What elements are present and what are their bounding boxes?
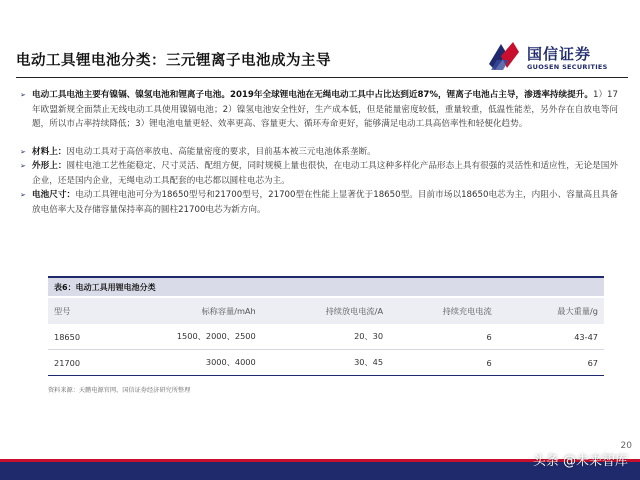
table-cell: 20、30 — [262, 324, 389, 350]
table-cell: 67 — [498, 350, 604, 376]
paragraph-material — [20, 145, 618, 160]
paragraph-size — [20, 188, 618, 217]
logo-name-cn: 国信证券 — [527, 45, 592, 63]
column-header-max-weight: 最大重量/g — [498, 298, 604, 324]
table-cell: 6 — [389, 324, 498, 350]
column-header-discharge-current: 持续放电电流/A — [262, 298, 389, 324]
watermark: 头条 @未来智库 — [532, 454, 628, 469]
paragraph-text: 因电动工具对于高倍率放电、高能量密度的要求，目前基本被三元电池体系垄断。 — [66, 146, 376, 157]
column-header-model: 型号 — [48, 298, 116, 324]
table-header-row — [48, 298, 604, 324]
paragraph-overview — [20, 88, 618, 132]
guosen-logo-icon — [487, 40, 521, 74]
paragraph-lead: 材料上： — [32, 146, 67, 157]
table-cell: 43-47 — [498, 324, 604, 350]
paragraph-shape — [20, 159, 618, 188]
source-note: 资料来源：天鹏电源官网、国信证券经济研究所整理 — [48, 387, 191, 394]
paragraph-lead: 电池尺寸： — [32, 190, 76, 200]
table-cell: 1500、2000、2500 — [116, 324, 262, 350]
column-header-capacity: 标称容量/mAh — [116, 298, 262, 324]
table-row — [48, 350, 604, 376]
table-cell: 3000、4000 — [116, 350, 262, 376]
company-logo — [487, 40, 637, 76]
paragraph-lead: 电动工具电池主要有镍镉、镍氢电池和锂离子电池。2019年全球锂电池在无绳电动工具中占比达到近87%，锂离子电池占主导，渗透率持续提升。 — [32, 90, 593, 100]
slide-title: 电动工具锂电池分类：三元锂离子电池成为主导 — [16, 52, 331, 69]
table-cell: 21700 — [48, 350, 116, 376]
table-cell: 18650 — [48, 324, 116, 350]
bullet-icon: ➢ — [20, 91, 26, 99]
battery-spec-table — [48, 298, 604, 376]
table-cell: 30、45 — [262, 350, 389, 376]
column-header-charge-current: 持续充电电流 — [389, 298, 498, 324]
body-content — [20, 88, 618, 217]
paragraph-text: 1）17年欧盟新规全面禁止无线电动工具使用镍镉电池；2）镍氢电池安全性好，生产成本低，但是能量密度较低，重量较重，低温性能差，另外存在自放电等问题，所以市占率持续降低；3）锂电池电量更轻、效率更高、容量更大、循环寿命更好，能够满足电动工具高倍率性和轻便化趋势。 — [32, 90, 618, 129]
bullet-icon: ➢ — [20, 191, 26, 199]
logo-name-en: GUOSEN SECURITIES — [527, 63, 608, 71]
paragraph-text: 圆柱电池工艺性能稳定、尺寸灵活、配组方便，同时规模上量也很快，在电动工具这种多样化产品形态上具有很强的灵活性和适应性，无论是国外企业，还是国内企业，无绳电动工具配套的电芯都以圆柱电芯为主。 — [32, 161, 618, 186]
page-number: 20 — [620, 441, 632, 451]
table-row — [48, 324, 604, 350]
paragraph-lead: 外形上： — [32, 161, 67, 171]
bullet-icon: ➢ — [20, 147, 26, 156]
paragraph-text: 电动工具锂电池可分为18650型号和21700型号，21700型在性能上显著优于18650型。目前市场以18650电芯为主，内阻小、容量高且具备放电倍率大及存储容量保持率高的圆柱21700电芯为新方向。 — [32, 190, 618, 215]
table-caption: 表6：电动工具用锂电池分类 — [48, 276, 604, 296]
title-divider — [16, 77, 628, 78]
bullet-icon: ➢ — [20, 162, 26, 170]
table-cell: 6 — [389, 350, 498, 376]
